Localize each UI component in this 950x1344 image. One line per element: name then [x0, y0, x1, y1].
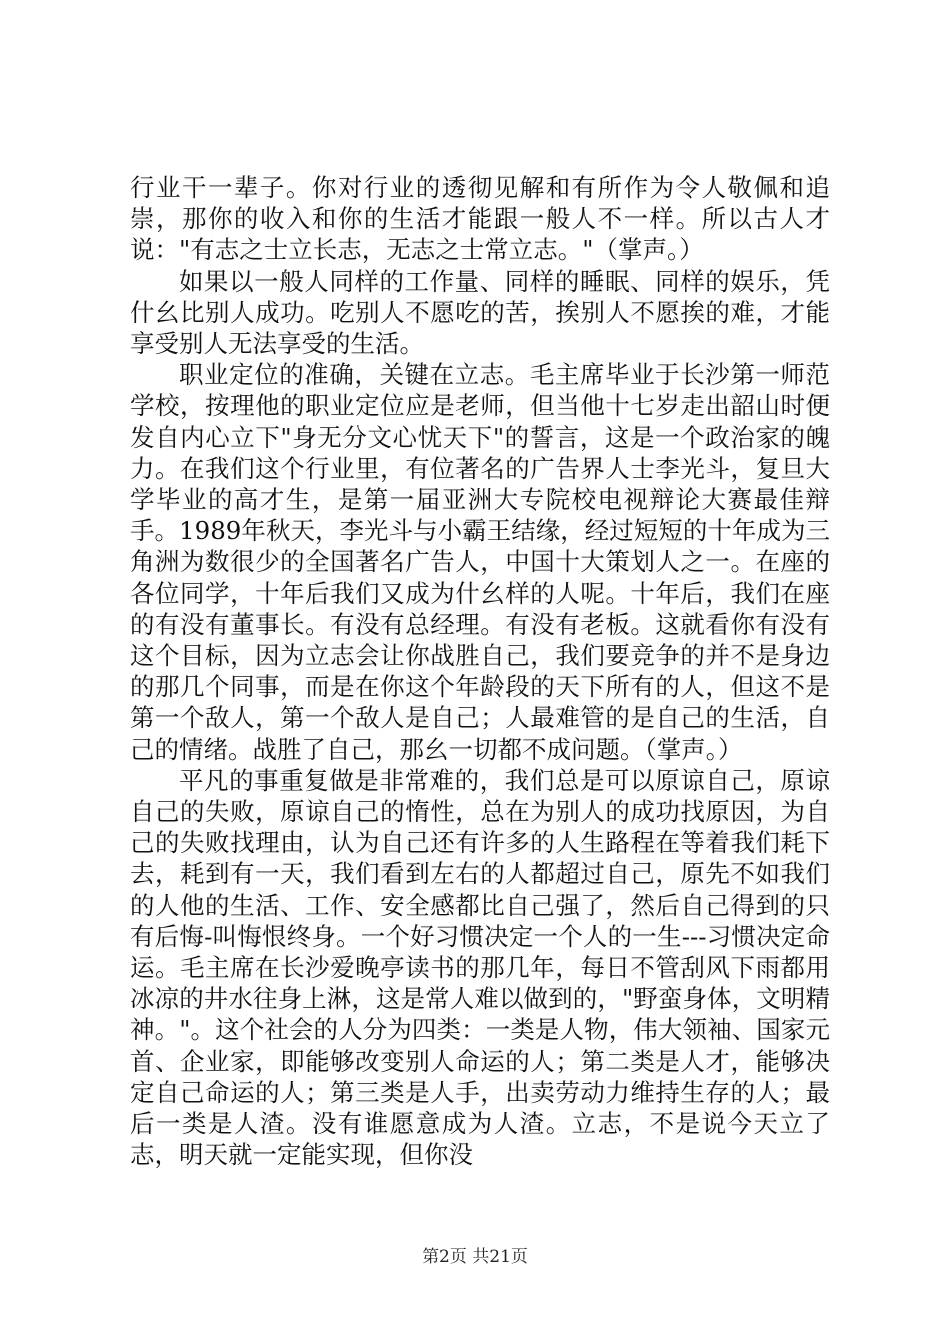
paragraph-3: 职业定位的准确，关键在立志。毛主席毕业于长沙第一师范学校，按理他的职业定位应是老师，但当他十七岁走出韶山时便发自内心立下"身无分文心忧天下"的誓言，这是一个政治家的魄力。在我们这个行业里，有位著名的广告界人士李光斗，复旦大学毕业的高才生，是第一届亚洲大专院校电视辩论大赛最佳辩手。1989年秋天，李光斗与小霸王结缘，经过短短的十年成为三角洲为数很少的全国著名广告人，中国十大策划人之一。在座的各位同学，十年后我们又成为什幺样的人呢。十年后，我们在座的有没有董事长。有没有总经理。有没有老板。这就看你有没有这个目标，因为立志会让你战胜自己，我们要竞争的并不是身边的那几个同事，而是在你这个年龄段的天下所有的人，但这不是第一个敌人，第一个敌人是自己；人最难管的是自己的生活，自己的情绪。战胜了自己，那幺一切都不成问题。（掌声。） — [130, 360, 830, 764]
paragraph-4: 平凡的事重复做是非常难的，我们总是可以原谅自己，原谅自己的失败，原谅自己的惰性，总在为别人的成功找原因，为自己的失败找理由，认为自己还有许多的人生路程在等着我们耗下去，耗到有一天，我们看到左右的人都超过自己，原先不如我们的人他的生活、工作、安全感都比自己强了，然后自己得到的只有后悔-叫悔恨终身。一个好习惯决定一个人的一生---习惯决定命运。毛主席在长沙爱晚亭读书的那几年，每日不管刮风下雨都用冰凉的井水往身上淋，这是常人难以做到的，"野蛮身体，文明精神。"。这个社会的人分为四类：一类是人物，伟大领袖、国家元首、企业家，即能够改变别人命运的人；第二类是人才，能够决定自己命运的人；第三类是人手，出卖劳动力维持生存的人；最后一类是人渣。没有谁愿意成为人渣。立志，不是说今天立了志，明天就一定能实现，但你没 — [130, 765, 830, 1170]
document-body — [130, 172, 830, 1171]
paragraph-1: 行业干一辈子。你对行业的透彻见解和有所作为令人敬佩和追崇，那你的收入和你的生活才能跟一般人不一样。所以古人才说："有志之士立长志，无志之士常立志。"（掌声。） — [130, 173, 830, 265]
page-footer — [0, 1242, 950, 1267]
page-number-label: 第2页 共21页 — [422, 1247, 528, 1267]
paragraph-2: 如果以一般人同样的工作量、同样的睡眠、同样的娱乐，凭什幺比别人成功。吃别人不愿吃的苦，挨别人不愿挨的难，才能享受别人无法享受的生活。 — [130, 266, 830, 359]
